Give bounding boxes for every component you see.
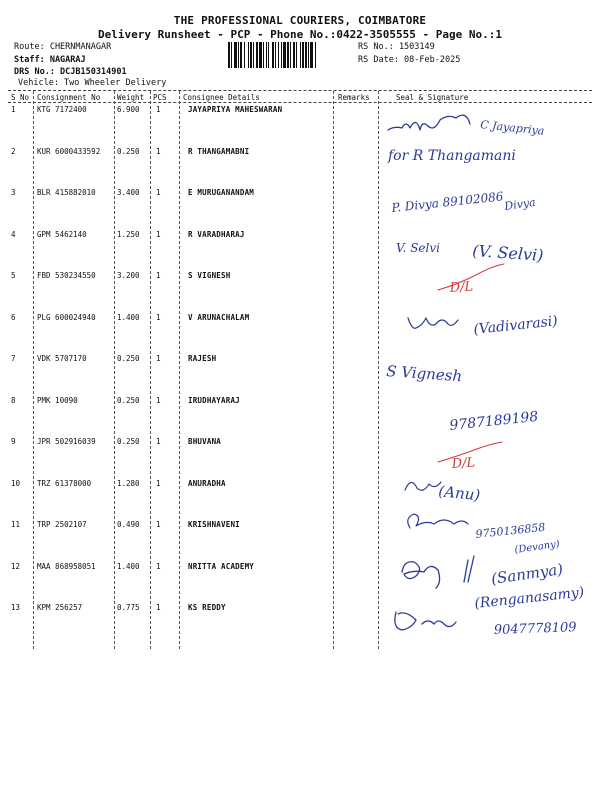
vehicle-label: Vehicle: Two Wheeler Delivery (18, 78, 167, 88)
signature-text-row2: for R Thangamani (388, 148, 516, 164)
row-pcs: 1 (156, 562, 161, 571)
row-sno: 12 (11, 562, 21, 571)
page-title: THE PROFESSIONAL COURIERS, COIMBATORE (173, 14, 427, 27)
col-header-remarks: Remarks (338, 93, 370, 102)
row-weight: 3.400 (117, 188, 140, 197)
row-consignment-no: TRZ 61378000 (37, 479, 92, 488)
row-pcs: 1 (156, 313, 161, 322)
row-consignment-no: KUR 6000433592 (37, 147, 101, 156)
row-consignee: KRISHNAVENI (188, 520, 240, 529)
col-header-consignee: Consignee Details (183, 93, 260, 102)
signature-text-row1: C Jayapriya (479, 118, 545, 138)
signature-text-row7: S Vignesh (385, 362, 463, 386)
signature-text-row9: D/L (451, 455, 476, 472)
rs-number: RS No.: 1503149 (358, 42, 435, 52)
signature-scribble-1 (388, 115, 470, 130)
row-sno: 9 (11, 437, 16, 446)
row-consignment-no: PLG 600024940 (37, 313, 96, 322)
row-sno: 1 (11, 105, 16, 114)
signature-scribble-11 (408, 514, 468, 528)
row-consignee: BHUVANA (188, 437, 222, 446)
row-pcs: 1 (156, 354, 161, 363)
signature-text-row4b: (V. Selvi) (471, 241, 544, 265)
row-weight: 3.200 (117, 271, 140, 280)
row-weight: 0.250 (117, 147, 140, 156)
signature-scribble-12 (402, 556, 474, 588)
signature-scribble-6 (408, 318, 458, 328)
row-pcs: 1 (156, 271, 161, 280)
signature-text-row11b: (Devany) (513, 538, 561, 556)
signature-text-row13b: 9047778109 (493, 620, 577, 638)
row-sno: 4 (11, 230, 16, 239)
row-sno: 5 (11, 271, 16, 280)
col-header-weight: Weight (117, 93, 145, 102)
signature-scribble-10 (405, 482, 441, 490)
signature-text-row5: D/L (449, 279, 474, 296)
row-consignee: V ARUNACHALAM (188, 313, 250, 322)
row-weight: 0.250 (117, 396, 140, 405)
row-sno: 2 (11, 147, 16, 156)
staff-label: Staff: NAGARAJ (14, 55, 86, 65)
row-pcs: 1 (156, 396, 161, 405)
row-consignee: JAYAPRIYA MAHESWARAN (188, 105, 283, 114)
row-consignee: NRITTA ACADEMY (188, 562, 255, 571)
row-consignment-no: VDK 5707170 (37, 354, 87, 363)
row-sno: 11 (11, 520, 21, 529)
row-sno: 7 (11, 354, 16, 363)
row-consignment-no: KPM 256257 (37, 603, 83, 612)
signature-text-row10: (Anu) (437, 482, 482, 505)
row-weight: 0.250 (117, 437, 140, 446)
row-sno: 3 (11, 188, 16, 197)
row-consignment-no: BLR 415882010 (37, 188, 96, 197)
row-pcs: 1 (156, 603, 161, 612)
row-consignment-no: KTG 7172400 (37, 105, 87, 114)
row-consignee: ANURADHA (188, 479, 226, 488)
signature-text-row3: P. Divya 89102086 (390, 189, 505, 215)
row-pcs: 1 (156, 437, 161, 446)
row-consignment-no: PMK 10090 (37, 396, 78, 405)
row-consignee: RAJESH (188, 354, 217, 363)
signature-text-row11: 9750136858 (474, 520, 546, 541)
row-sno: 6 (11, 313, 16, 322)
row-weight: 0.250 (117, 354, 140, 363)
signature-scribble-13 (395, 612, 456, 630)
row-consignee: KS REDDY (188, 603, 226, 612)
row-weight: 0.775 (117, 603, 140, 612)
col-header-signature: Seal & Signature (396, 93, 469, 102)
row-weight: 1.400 (117, 562, 140, 571)
col-header-sno: S No (11, 93, 30, 102)
row-pcs: 1 (156, 479, 161, 488)
row-pcs: 1 (156, 230, 161, 239)
row-weight: 6.900 (117, 105, 140, 114)
row-weight: 1.250 (117, 230, 140, 239)
row-consignment-no: FBD 530234550 (37, 271, 96, 280)
row-pcs: 1 (156, 520, 161, 529)
row-consignee: IRUDHAYARAJ (188, 396, 240, 405)
row-consignment-no: MAA 868958051 (37, 562, 96, 571)
route-label: Route: CHERNMANAGAR (14, 42, 112, 52)
row-weight: 1.280 (117, 479, 140, 488)
row-consignee: R THANGAMABNI (188, 147, 250, 156)
row-pcs: 1 (156, 105, 161, 114)
signature-text-row3b: Divya (503, 195, 537, 213)
row-consignment-no: GPM 5462140 (37, 230, 87, 239)
col-header-consignment: Consignment No (37, 93, 101, 102)
row-sno: 13 (11, 603, 21, 612)
col-header-pcs: PCS (153, 93, 167, 102)
row-pcs: 1 (156, 147, 161, 156)
drs-number: DRS No.: DCJB150314901 (14, 67, 127, 77)
row-weight: 1.400 (117, 313, 140, 322)
row-consignment-no: TRP 2502107 (37, 520, 87, 529)
row-consignment-no: JPR 502916039 (37, 437, 96, 446)
row-sno: 8 (11, 396, 16, 405)
row-consignee: E MURUGANANDAM (188, 188, 255, 197)
row-sno: 10 (11, 479, 21, 488)
row-consignee: R VARADHARAJ (188, 230, 245, 239)
runsheet-subtitle: Delivery Runsheet - PCP - Phone No.:0422-3505555 - Page No.:1 (98, 28, 502, 41)
signature-text-row6: (Vadivarasi) (472, 313, 559, 338)
row-consignee: S VIGNESH (188, 271, 231, 280)
signature-text-row13: (Renganasamy) (473, 584, 585, 612)
rs-date: RS Date: 08-Feb-2025 (358, 55, 461, 65)
row-pcs: 1 (156, 188, 161, 197)
signature-text-row4: V. Selvi (396, 241, 440, 255)
row-weight: 0.490 (117, 520, 140, 529)
signature-text-row12: (Sanmya) (490, 560, 565, 588)
signature-text-row8: 9787189198 (448, 408, 540, 434)
